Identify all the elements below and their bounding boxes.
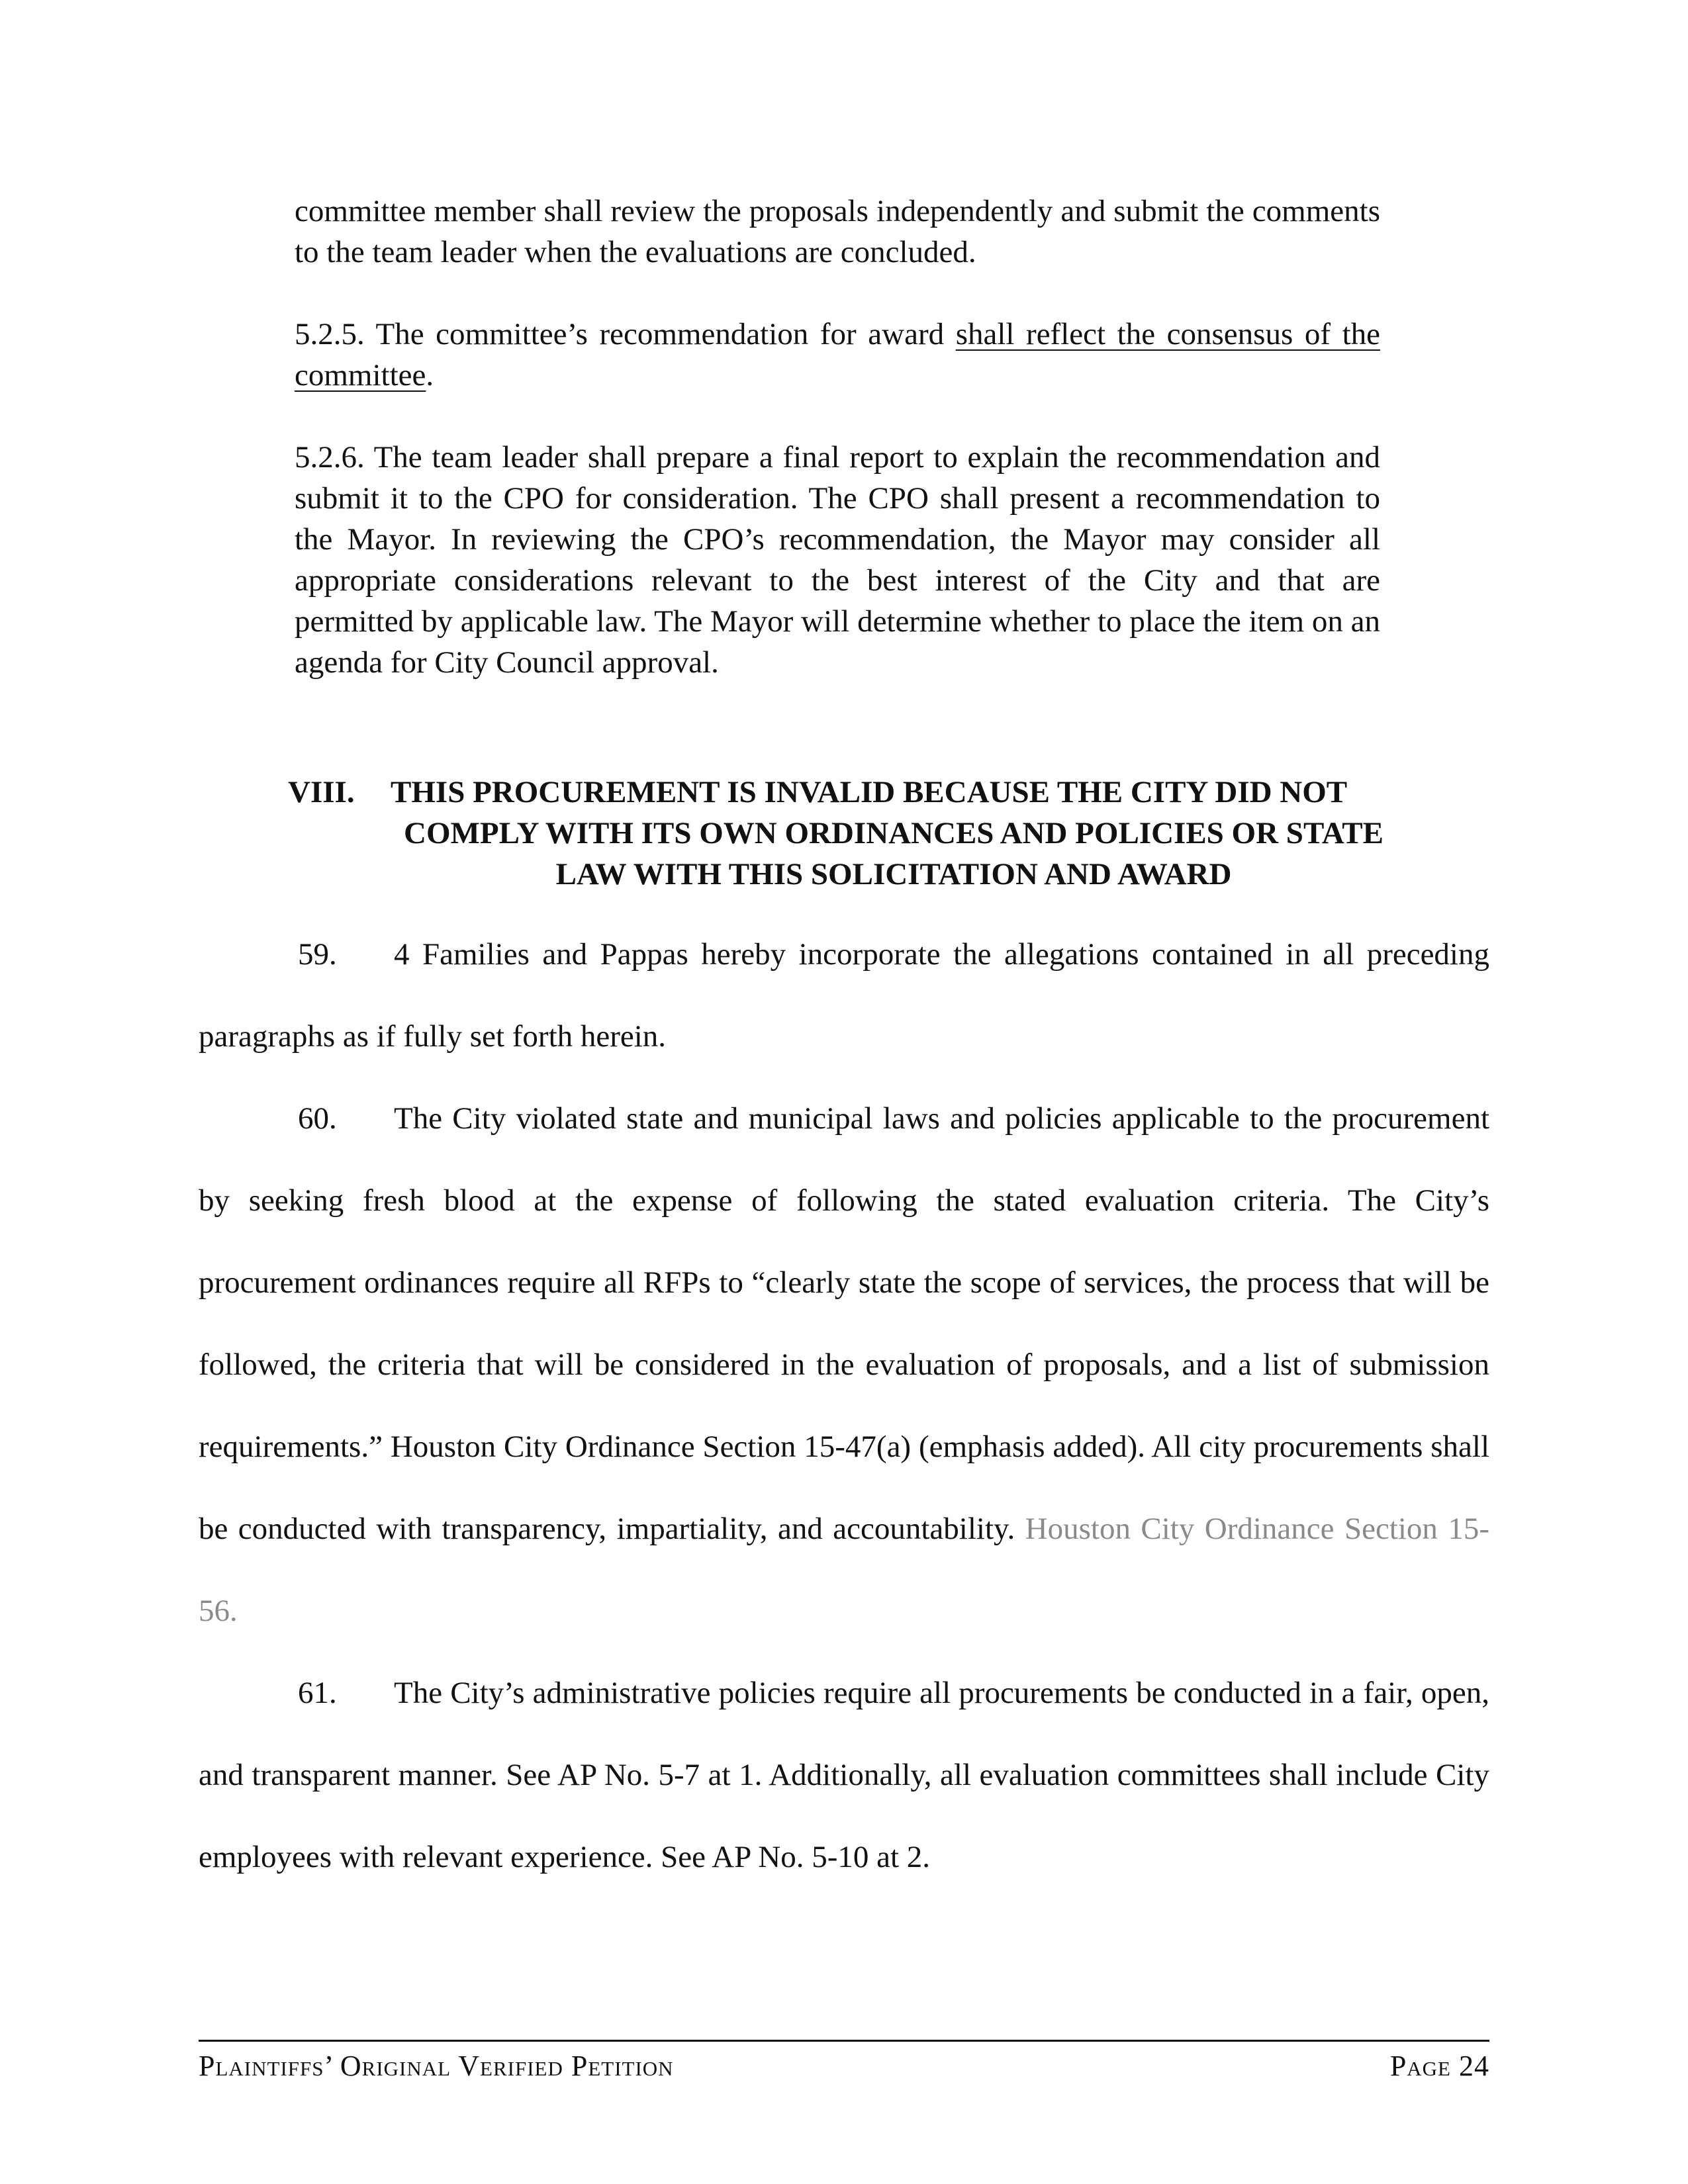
block-quote [295,191,1380,273]
faded-citation: Houston City Ordinance Section 15-56. [199,1512,1490,1628]
paragraph-text: 4 Families and Pappas hereby incorporate the allegations contained in all preceding paragraphs as if fully set forth herein. [199,937,1489,1054]
paragraph-text: The City violated state and municipal laws and policies applicable to the procurement by seeking fresh blood at the expense of following the stated evaluation criteria. The City’s procurement ordinances require all RFPs to “clearly state the scope of services, the process that will be followed, the criteria that will be considered in the evaluation of proposals, and a list of submission requirements.” Houston City Ordinance Section 15-47(a) (emphasis added). All city procurements shall be conducted with transparency, impartiality, and accountability. [199,1101,1489,1546]
quote-section-5-2-6: 5.2.6. The team leader shall prepare a final report to explain the recommendation and submit it to the CPO for consideration. The CPO shall present a recommendation to the Mayor. In reviewing the CPO’s recommendation, the Mayor may consider all appropriate considerations relevant to the best interest of the City and that are permitted by applicable law. The Mayor will determine whether to place the item on an agenda for City Council approval. [295,440,1380,680]
block-quote-525 [295,314,1380,396]
heading-line-1: THIS PROCUREMENT IS INVALID BECAUSE THE CITY DID NOT [391,775,1348,809]
paragraph-59 [199,913,1489,1077]
footer-document-title: Plaintiffs’ Original Verified Petition [199,2050,674,2082]
footer-page-number: Page 24 [1389,2050,1489,2082]
quote-continuation: committee member shall review the proposals independently and submit the comments to the team leader when the evaluations are concluded. [295,194,1380,269]
paragraph-60 [199,1077,1489,1652]
quote-525-suffix: . [426,358,434,392]
paragraph-text: The City’s administrative policies require all procurements be conducted in a fair, open, and transparent manner. See AP No. 5-7 at 1. Additionally, all evaluation committees shall include City employees with relevant experience. See AP No. 5-10 at 2. [199,1676,1489,1874]
paragraph-number: 60. [298,1101,337,1136]
heading-number: VIII. [288,775,355,809]
heading-line-3: LAW WITH THIS SOLICITATION AND AWARD [555,857,1232,891]
block-quote-526 [295,437,1380,683]
quote-525-underlined: shall reflect the consensus of the committee [295,317,1380,392]
numbered-paragraphs [199,913,1489,1898]
quote-525-prefix: 5.2.5. The committee’s recommendation for award [295,317,956,351]
paragraph-number: 61. [298,1676,337,1710]
footer-divider [199,2040,1489,2042]
quote-section-5-2-5 [295,314,1380,396]
paragraph-number: 59. [298,937,337,972]
paragraph-61 [199,1652,1489,1898]
heading-line-2: COMPLY WITH ITS OWN ORDINANCES AND POLICIES OR STATE [404,816,1383,850]
section-heading [265,772,1523,895]
